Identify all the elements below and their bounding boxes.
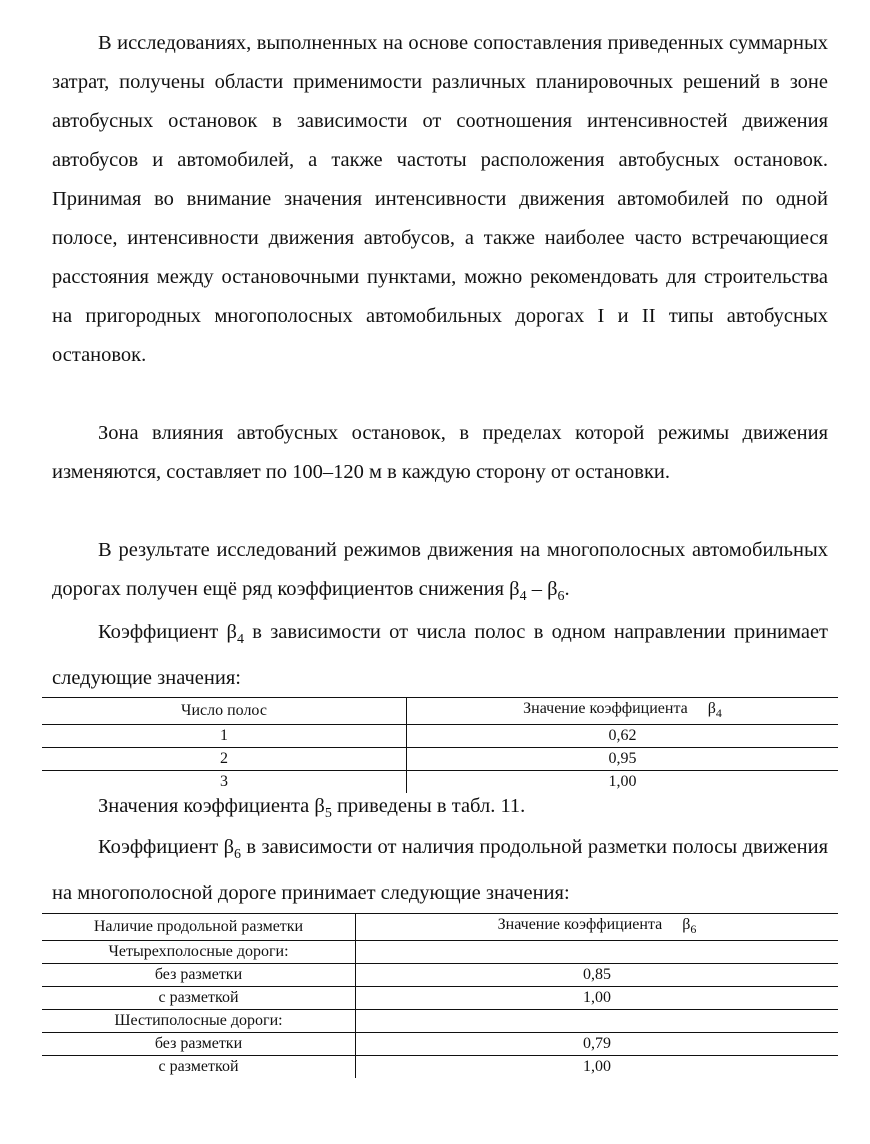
paragraph-text: Коэффициент: [98, 836, 224, 858]
table-row: [42, 941, 838, 964]
beta-symbol: β: [314, 795, 325, 817]
table-cell-marking: без разметки: [42, 1033, 356, 1056]
table-cell-marking: с разметкой: [42, 1056, 356, 1079]
table-header-value: Значение коэффициента $\beta_6$: [356, 914, 839, 941]
table-row: [42, 1033, 838, 1056]
table-cell-value: 1,00: [356, 987, 839, 1010]
beta-symbol: β: [707, 700, 716, 717]
table-row: [42, 964, 838, 987]
paragraph-text: Коэффициент: [98, 621, 227, 643]
beta-symbol: β: [682, 916, 691, 933]
beta-subscript: 4: [236, 632, 244, 648]
paragraph-influence-zone: Зона влияния автобусных остановок, в пределах которой режимы движения изменяются, составляет по 100–120 м в каждую сторону от остановки.: [52, 422, 828, 483]
beta-symbol: β: [509, 578, 520, 600]
table-cell-value: 0,95: [407, 748, 839, 771]
paragraph-beta5-reference: [52, 787, 828, 833]
table-row: [42, 987, 838, 1010]
beta-subscript: 6: [690, 922, 697, 937]
table-row: [42, 1010, 838, 1033]
table-marking-beta6: [42, 913, 838, 1078]
table-lanes-beta4: [42, 697, 838, 793]
table-header-row: [42, 698, 838, 725]
table-cell-lanes: 1: [42, 725, 407, 748]
table-header-row: [42, 914, 838, 941]
table-cell-marking: без разметки: [42, 964, 356, 987]
table-cell-value: [356, 941, 839, 964]
paragraph-beta4-intro: [52, 613, 828, 698]
paragraph-bus-stop-planning: В исследованиях, выполненных на основе сопоставления приведенных суммарных затрат, получены области применимости различных планировочных решений в зоне автобусных остановок в зависимости от соотношения интенсивностей движения автобусов и автомобилей, а также частоты расположения автобусных остановок. Принимая во внимание значения интенсивности движения автомобилей по одной полосе, интенсивности движения автобусов, а также наиболее часто встречающиеся расстояния между остановочными пунктами, можно рекомендовать для строительства на пригородных многополосных автомобильных дорогах I и II типы автобусных остановок.: [52, 32, 828, 366]
beta-symbol: β: [547, 578, 558, 600]
table-row: [42, 725, 838, 748]
paragraph-text: В результате исследований режимов движения на многополосных автомобильных дорогах получен ещё ряд коэффициентов снижения: [52, 539, 828, 600]
beta-subscript: 4: [519, 589, 527, 605]
table-cell-lanes: 3: [42, 771, 407, 794]
table-header-lanes: Число полос: [42, 698, 407, 725]
table-cell-marking: Четырехполосные дороги:: [42, 941, 356, 964]
beta-subscript: 6: [557, 589, 565, 605]
paragraph-text: в зависимости от наличия продольной разметки полосы движения на многополосной дороге принимает следующие значения:: [52, 836, 829, 905]
paragraph-beta6-intro: [52, 828, 828, 913]
paragraph-text: в зависимости от числа полос в одном направлении принимает следующие значения:: [52, 621, 829, 690]
beta-symbol: β: [226, 621, 237, 643]
table-cell-value: 0,79: [356, 1033, 839, 1056]
table-cell-value: 1,00: [583, 1058, 611, 1076]
table-cell-value: [356, 1010, 839, 1033]
table-header-value: Значение коэффициента $\beta_4$: [407, 698, 839, 725]
beta-subscript: 6: [234, 847, 242, 863]
beta-subscript: 4: [715, 706, 722, 721]
period: .: [564, 578, 570, 600]
table-cell-lanes: 2: [42, 748, 407, 771]
table-cell-marking: Шестиполосные дороги:: [42, 1010, 356, 1033]
paragraph-text: Значения коэффициента: [98, 795, 315, 817]
table-cell-value: 0,85: [356, 964, 839, 987]
table-row: [42, 748, 838, 771]
table-cell-marking: с разметкой: [42, 987, 356, 1010]
beta-symbol: β: [223, 836, 235, 858]
table-header-marking: Наличие продольной разметки: [42, 914, 356, 941]
paragraph-text: приведены в табл. 11.: [331, 795, 526, 817]
table-cell-value: 0,62: [407, 725, 839, 748]
dash: –: [526, 578, 548, 600]
table-cell-value: 1,00: [608, 773, 637, 791]
paragraph-reduction-coefficients: [52, 531, 828, 616]
beta-subscript: 5: [324, 806, 332, 822]
table-row: [42, 1056, 838, 1079]
